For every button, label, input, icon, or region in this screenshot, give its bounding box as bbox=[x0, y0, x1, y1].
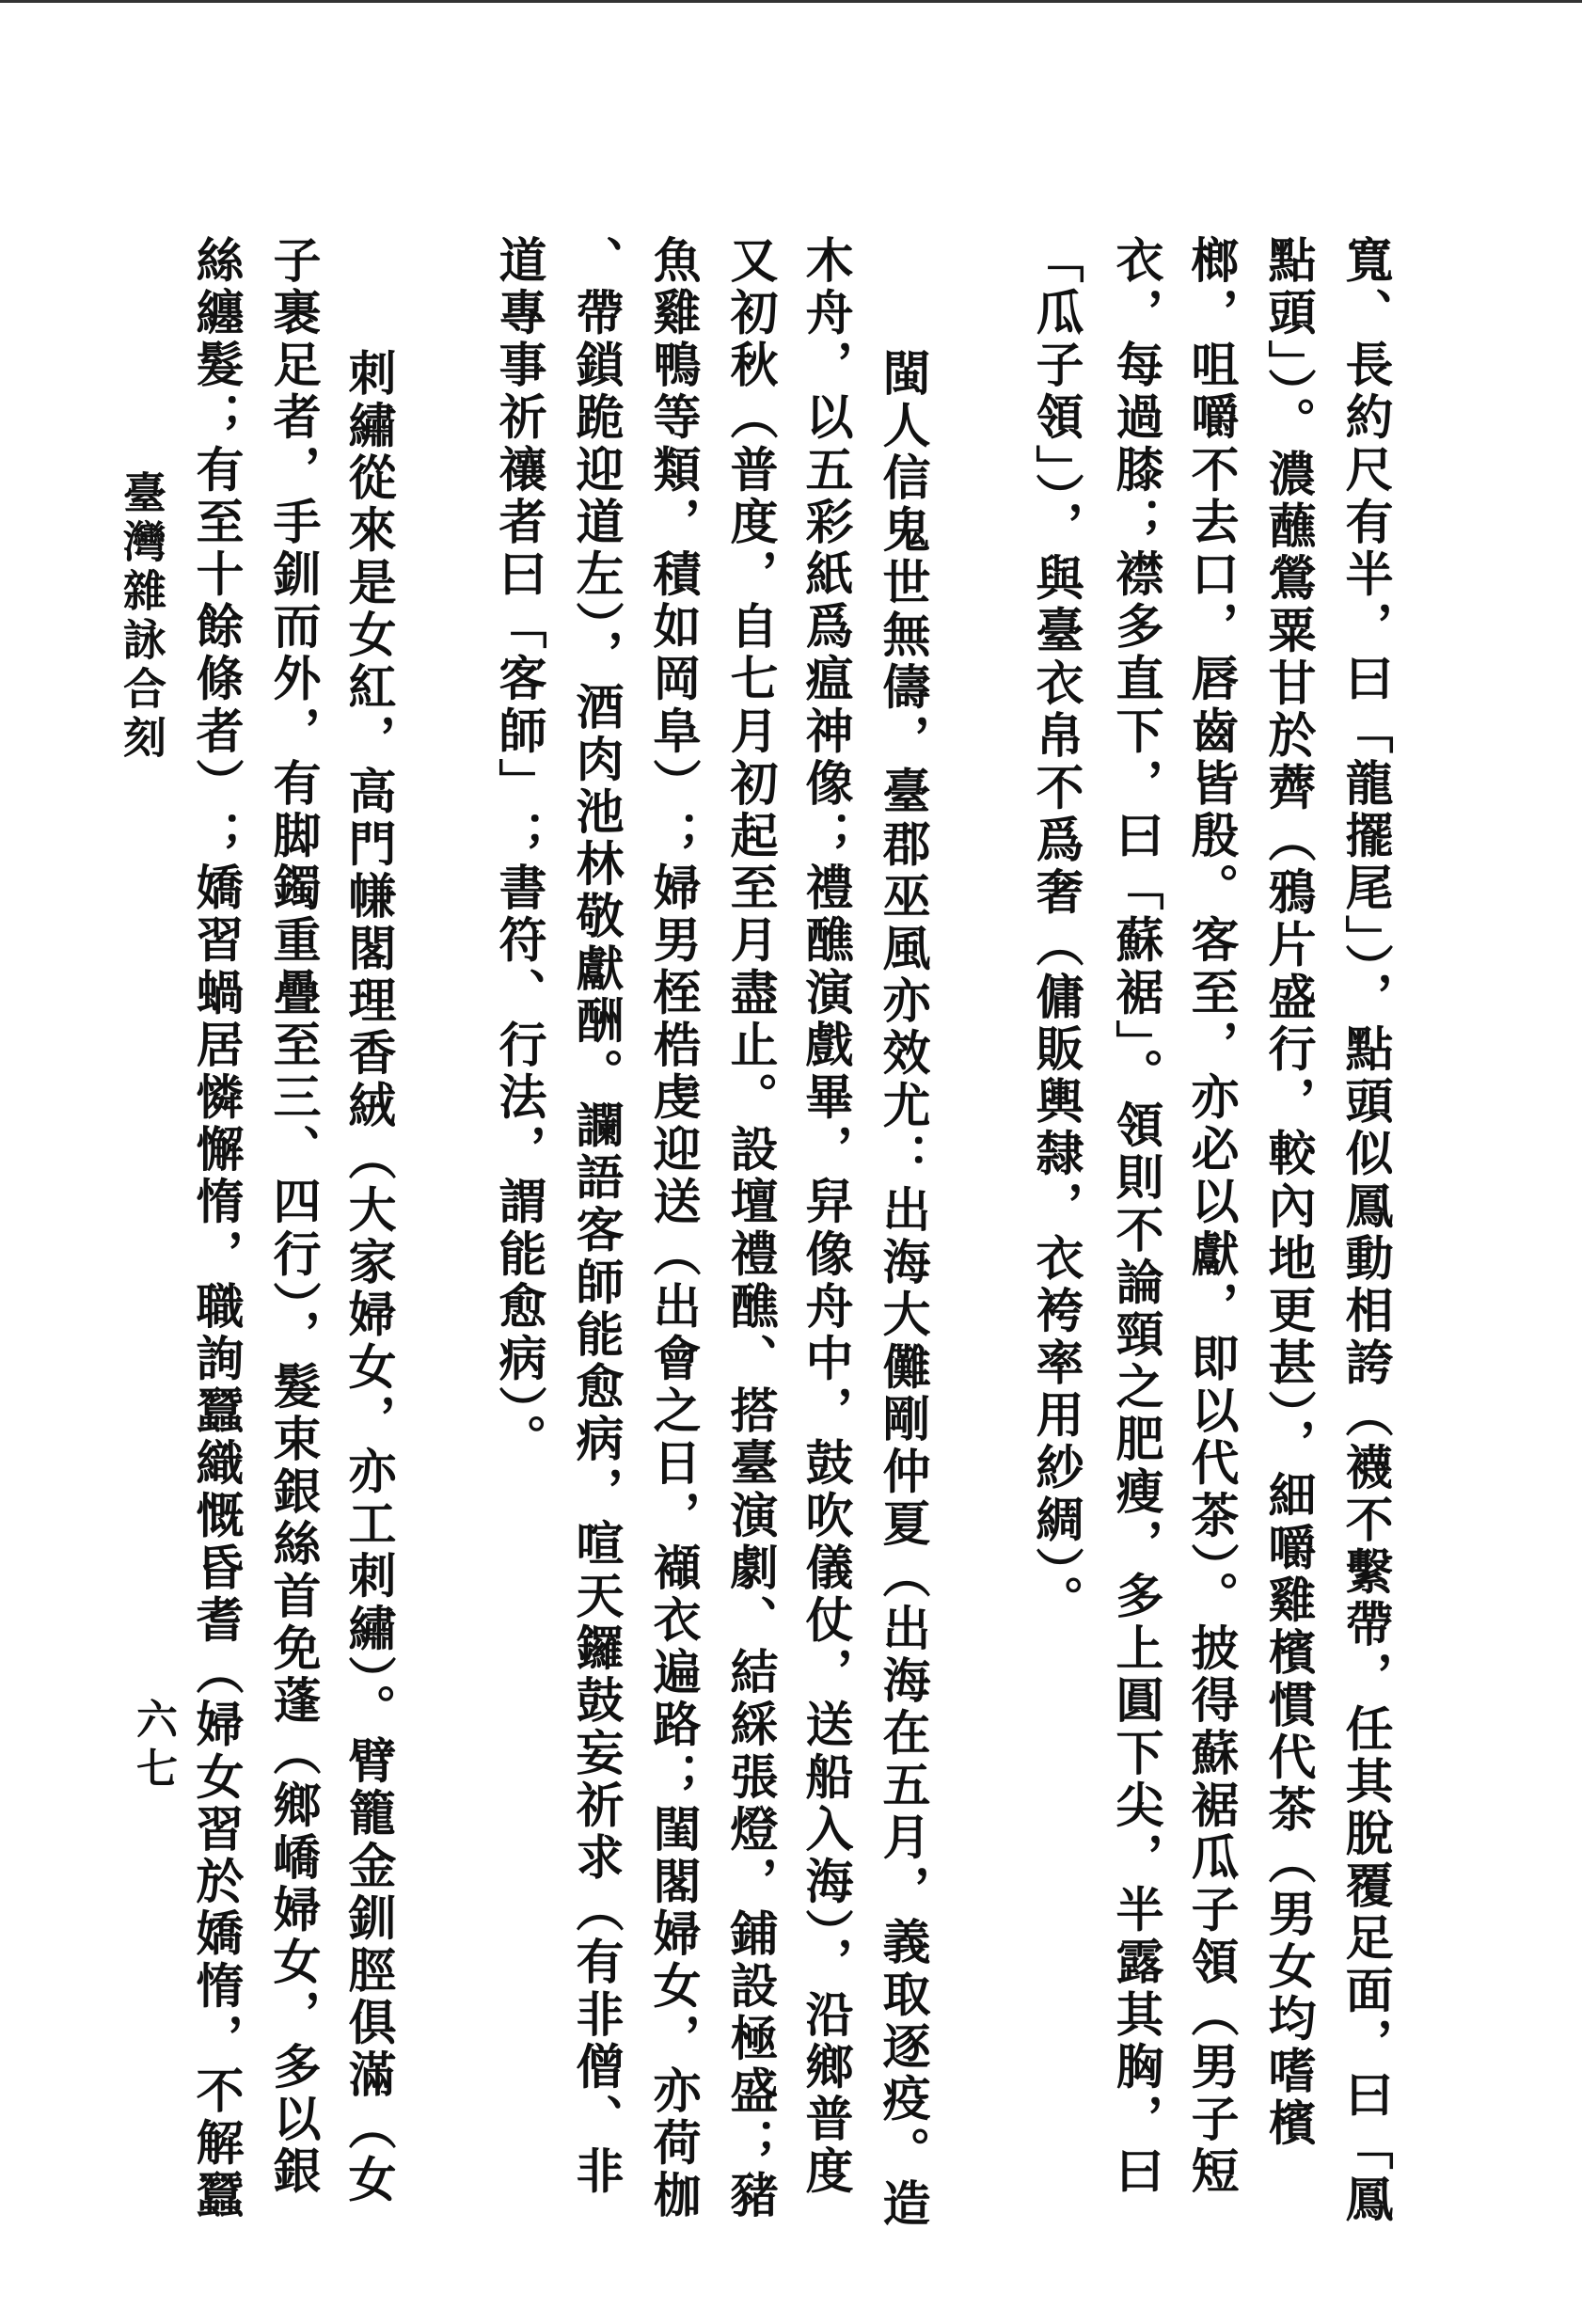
running-title: 臺灣雜詠合刻 bbox=[117, 470, 167, 764]
text-column-7: 木舟，以五彩紙爲瘟神像；禮醮演戲畢，舁像舟中，鼓吹儀仗，送船入海），沿鄉普度 bbox=[797, 235, 853, 2199]
text-column-5: 「瓜子領」），與臺衣帛不爲奢（傭販輿隸，衣袴率用紗綢）。 bbox=[1027, 235, 1084, 1628]
text-column-4: 衣，每過膝；襟多直下，曰「蘇裾」。領則不論頸之肥瘦，多上圓下尖，半露其胸，曰 bbox=[1107, 235, 1163, 2199]
text-column-8: 又初秋（普度，自七月初起至月盡止。設壇禮醮、搭臺演劇、結綵張燈，鋪設極盛；豬 bbox=[721, 235, 778, 2222]
text-column-2: 點頭」）。濃蘸鶯粟甘於薺（鴉片盛行，較內地更甚），細嚼雞檳慣代茶（男女均嗜檳 bbox=[1259, 235, 1316, 2151]
text-column-1: 寬、長約尺有半，曰「龍擺尾」），點頭似鳳動相誇（襪不繫帶，任其脫覆足面，曰「鳳 bbox=[1337, 235, 1393, 2227]
page-number: 六七 bbox=[129, 1698, 177, 1795]
text-column-13: 子裹足者，手釧而外，有脚鐲重疊至三、四行），髮束銀絲首免蓬（鄉嶠婦女，多以銀 bbox=[264, 235, 321, 2199]
top-border-rule bbox=[0, 0, 1582, 3]
text-column-12: 刺繡從來是女紅，高門㡘閣理香絨（大家婦女，亦工刺繡）。臂籠金釧脛俱滿（女 bbox=[340, 348, 396, 2207]
text-column-10: 、帶鎖跪迎道左），酒肉池林敬獻酬。讕語客師能愈病，喧天鑼鼓妄祈求（有非僧、非 bbox=[567, 235, 624, 2199]
text-column-6: 閩人信鬼世無儔，臺郡巫風亦效尤：出海大儺剛仲夏（出海在五月，義取逐疫。造 bbox=[874, 348, 930, 2231]
text-column-11: 道專事祈禳者曰「客師」；書符、行法，謂能愈病）。 bbox=[490, 235, 546, 1466]
text-column-9: 魚雞鴨等類，積如岡阜）；婦男桎梏虔迎送（出會之日，襭衣遍路；閨閣婦女，亦荷枷 bbox=[644, 235, 701, 2222]
text-column-14: 絲纏髮；有至十餘條者）；嬌習蝸居憐懈惰，職詢蠶織慨昏耆（婦女習於嬌惰，不解蠶 bbox=[187, 235, 244, 2222]
text-column-3: 榔，咀嚼不去口，唇齒皆殷。客至，亦必以獻，即以代茶）。披得蘇裾瓜子領（男子短 bbox=[1182, 235, 1239, 2199]
